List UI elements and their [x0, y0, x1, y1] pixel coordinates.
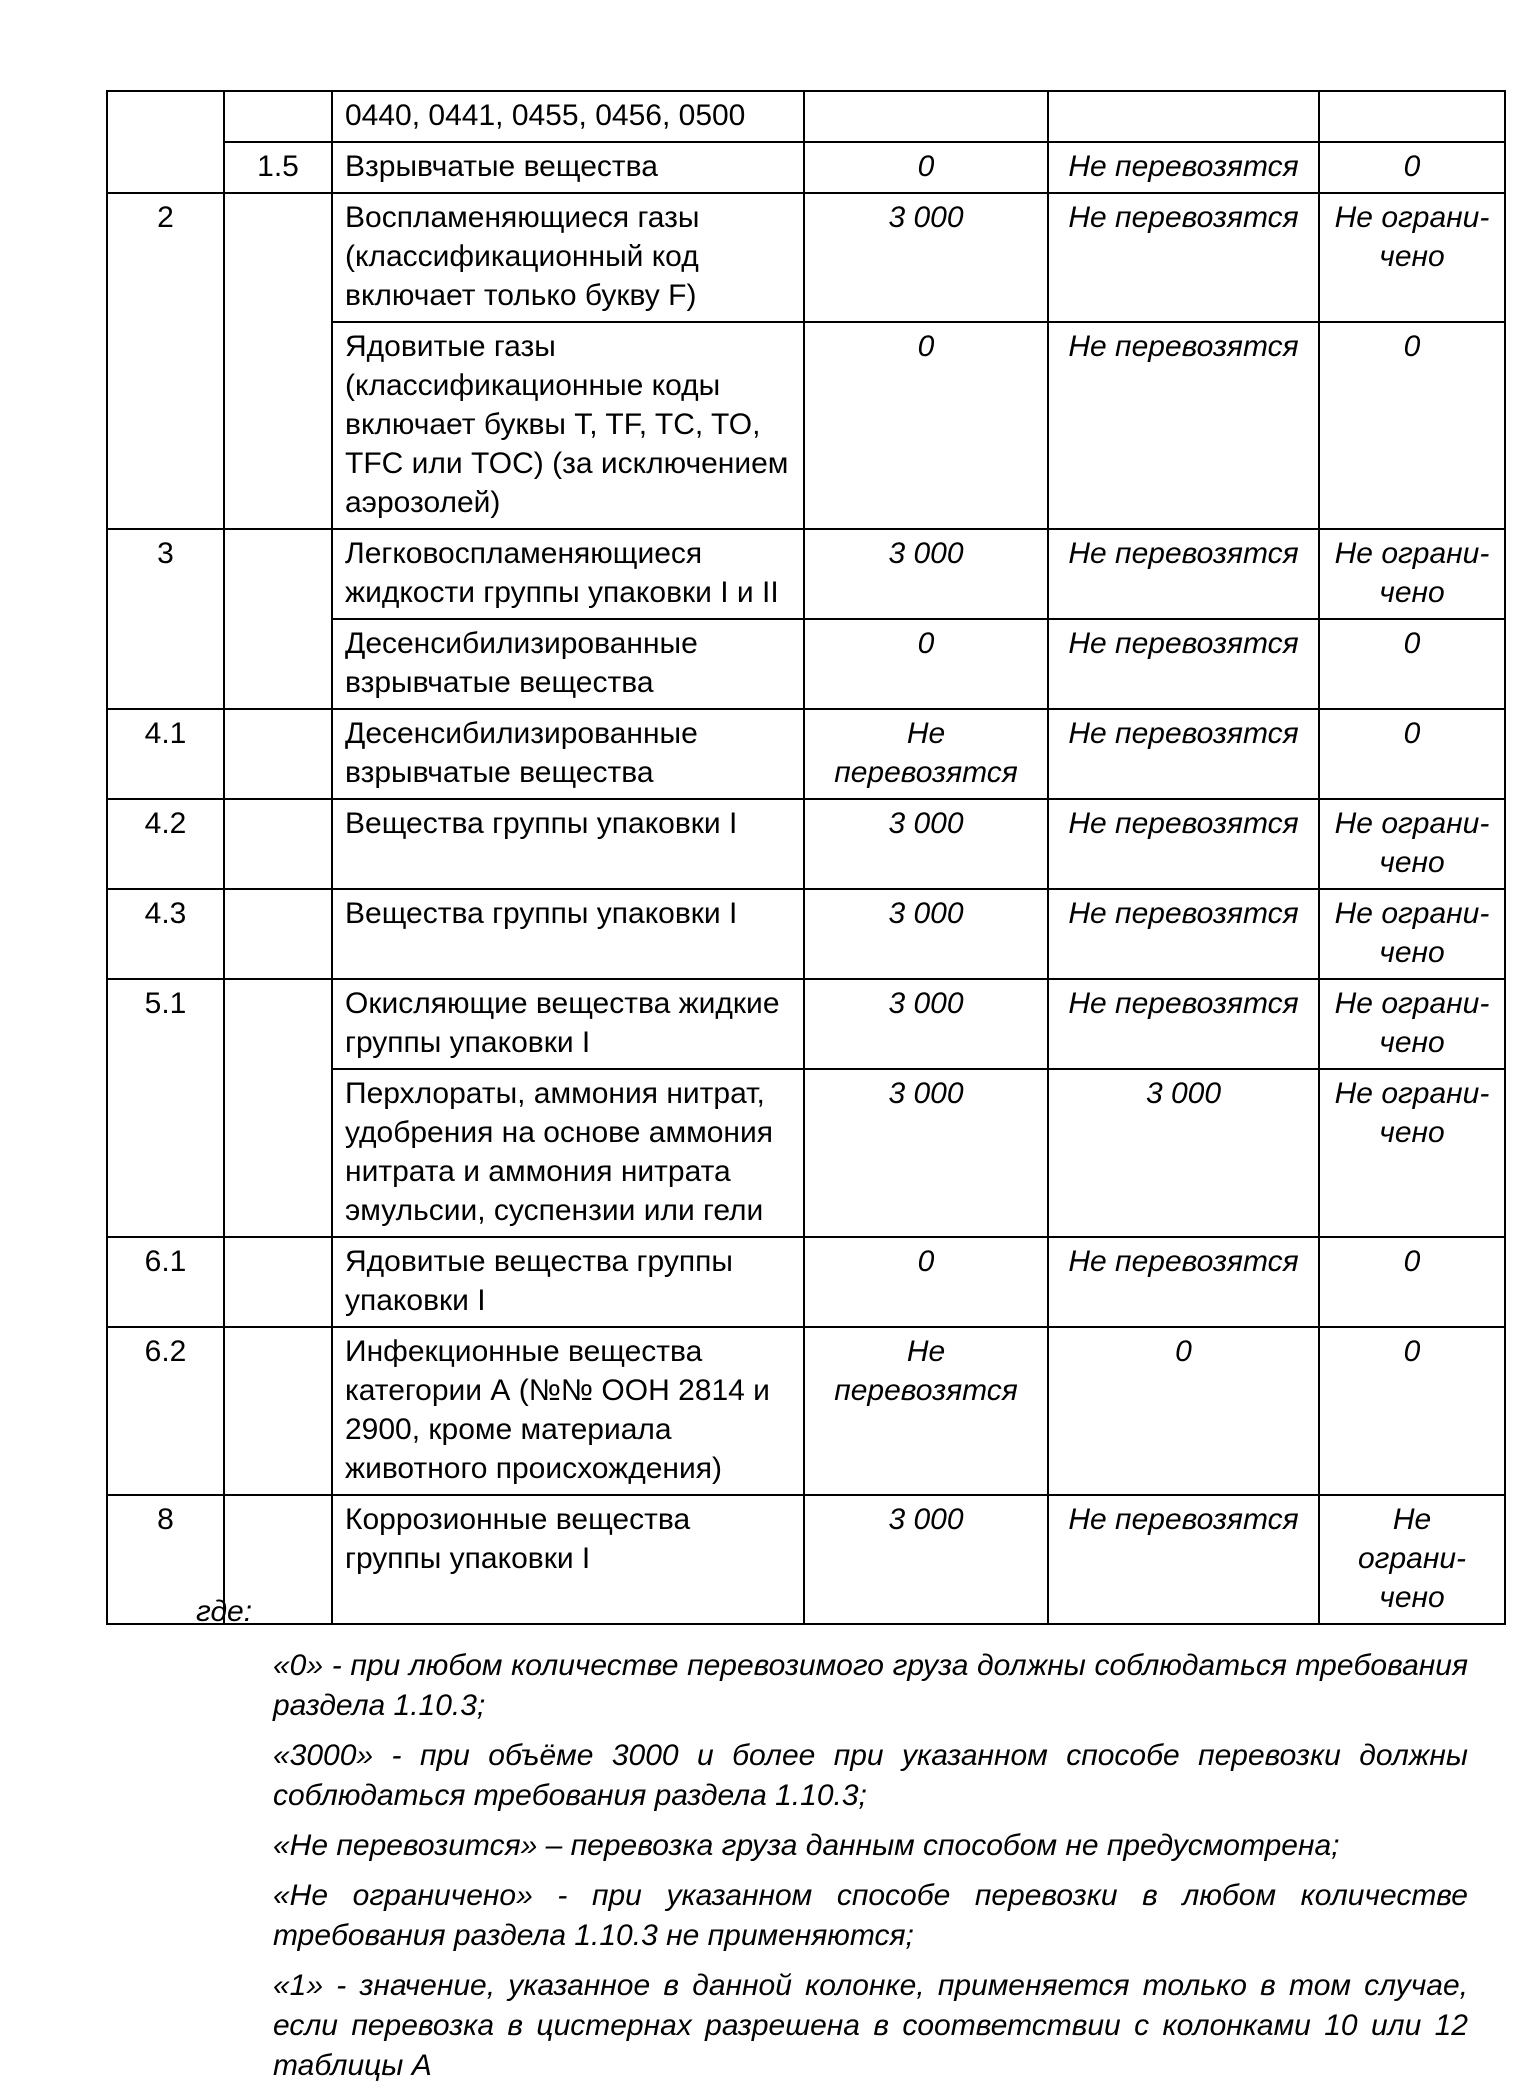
value-cell-1: 0 [804, 619, 1048, 709]
note-zero: «0» - при любом количестве перевозимого груза должны соблюдаться требования раздела 1.10.3; [273, 1649, 1468, 1722]
value-cell-3 [1319, 91, 1505, 142]
table-row [107, 142, 1505, 193]
class-cell: 4.3 [107, 889, 224, 979]
value-cell-3: 0 [1319, 709, 1505, 799]
note-3000: «3000» - при объёме 3000 и более при указанном способе перевозки должны соблюдаться требования раздела 1.10.3; [273, 1739, 1468, 1812]
subclass-cell [224, 979, 332, 1237]
value-cell-1: 3 000 [804, 529, 1048, 619]
description-cell: Окисляющие вещества жидкие группы упаковки I [332, 979, 804, 1069]
value-cell-2: Не перевозятся [1048, 889, 1319, 979]
subclass-cell [224, 193, 332, 529]
class-cell: 2 [107, 193, 224, 529]
value-cell-2: 3 000 [1048, 1069, 1319, 1237]
value-cell-1: 0 [804, 142, 1048, 193]
class-cell: 4.1 [107, 709, 224, 799]
description-cell: Вещества группы упаковки I [332, 799, 804, 889]
legend-notes [106, 1592, 1504, 2096]
description-cell: Воспламеняющиеся газы (классификационный код включает только букву F) [332, 193, 804, 322]
value-cell-2: Не перевозятся [1048, 709, 1319, 799]
value-cell-3: 0 [1319, 322, 1505, 529]
value-cell-2: Не перевозятся [1048, 979, 1319, 1069]
note-not-transported: «Не перевозится» – перевозка груза данным способом не предусмотрена; [273, 1829, 1340, 1862]
class-cell: 4.2 [107, 799, 224, 889]
value-cell-3: 0 [1319, 142, 1505, 193]
subclass-cell [224, 1237, 332, 1327]
value-cell-3: Не ограни- чено [1319, 979, 1505, 1069]
table-row [107, 1237, 1505, 1327]
subclass-cell [224, 91, 332, 142]
value-cell-2: Не перевозятся [1048, 1237, 1319, 1327]
class-cell [107, 91, 224, 193]
value-cell-2: 0 [1048, 1327, 1319, 1495]
table-row [107, 91, 1505, 142]
subclass-cell [224, 799, 332, 889]
subclass-cell [224, 529, 332, 709]
value-cell-2: Не перевозятся [1048, 1495, 1319, 1624]
description-cell: 0440, 0441, 0455, 0456, 0500 [332, 91, 804, 142]
value-cell-1: 3 000 [804, 889, 1048, 979]
class-cell: 5.1 [107, 979, 224, 1237]
description-cell: Легковоспламеняющиеся жидкости группы упаковки I и II [332, 529, 804, 619]
description-cell: Перхлораты, аммония нитрат, удобрения на основе аммония нитрата и аммония нитрата эмульсии, суспензии или гели [332, 1069, 804, 1237]
value-cell-3: 0 [1319, 619, 1505, 709]
value-cell-1: 3 000 [804, 193, 1048, 322]
dangerous-goods-table [106, 90, 1506, 1625]
value-cell-1: 3 000 [804, 1495, 1048, 1624]
value-cell-1: Не перевозятся [804, 1327, 1048, 1495]
description-cell: Коррозионные вещества группы упаковки I [332, 1495, 804, 1624]
description-cell: Ядовитые газы (классификационные коды включает буквы T, TF, TC, TO, TFC или TOC) (за исключением аэрозолей) [332, 322, 804, 529]
value-cell-1: 0 [804, 1237, 1048, 1327]
description-cell: Десенсибилизированные взрывчатые вещества [332, 709, 804, 799]
value-cell-2: Не перевозятся [1048, 799, 1319, 889]
value-cell-2: Не перевозятся [1048, 322, 1319, 529]
description-cell: Ядовитые вещества группы упаковки I [332, 1237, 804, 1327]
value-cell-3: Не ограни- чено [1319, 1495, 1505, 1624]
value-cell-2: Не перевозятся [1048, 193, 1319, 322]
table-row [107, 1327, 1505, 1495]
value-cell-2: Не перевозятся [1048, 529, 1319, 619]
table-row [107, 889, 1505, 979]
subclass-cell [224, 1327, 332, 1495]
class-cell: 8 [107, 1495, 224, 1624]
value-cell-1: 0 [804, 322, 1048, 529]
value-cell-1: 3 000 [804, 799, 1048, 889]
class-cell: 3 [107, 529, 224, 709]
subclass-cell [224, 889, 332, 979]
value-cell-1: 3 000 [804, 979, 1048, 1069]
class-cell: 6.1 [107, 1237, 224, 1327]
table-row [107, 979, 1505, 1069]
value-cell-3: Не ограни- чено [1319, 1069, 1505, 1237]
description-cell: Вещества группы упаковки I [332, 889, 804, 979]
value-cell-3: 0 [1319, 1237, 1505, 1327]
note-unlimited: «Не ограничено» - при указанном способе перевозки в любом количестве требования раздела 1.10.3 не применяются; [273, 1879, 1468, 1952]
description-cell: Десенсибилизированные взрывчатые вещества [332, 619, 804, 709]
value-cell-1 [804, 91, 1048, 142]
class-cell: 6.2 [107, 1327, 224, 1495]
value-cell-3: Не ограни- чено [1319, 529, 1505, 619]
table-row [107, 709, 1505, 799]
value-cell-2 [1048, 91, 1319, 142]
description-cell: Взрывчатые вещества [332, 142, 804, 193]
value-cell-1: 3 000 [804, 1069, 1048, 1237]
value-cell-3: Не ограни- чено [1319, 193, 1505, 322]
description-cell: Инфекционные вещества категории А (№№ ООН 2814 и 2900, кроме материала животного происхождения) [332, 1327, 804, 1495]
value-cell-2: Не перевозятся [1048, 619, 1319, 709]
table-row [107, 799, 1505, 889]
value-cell-1: Не перевозятся [804, 709, 1048, 799]
value-cell-3: Не ограни- чено [1319, 889, 1505, 979]
note-tank-footnote: «1» - значение, указанное в данной колонке, применяется только в том случае, если перевозка в цистернах разрешена в соответствии с колонками 10 или 12 таблицы А [273, 1969, 1468, 2082]
subclass-cell [224, 709, 332, 799]
subclass-cell: 1.5 [224, 142, 332, 193]
value-cell-2: Не перевозятся [1048, 142, 1319, 193]
value-cell-3: 0 [1319, 1327, 1505, 1495]
table-row [107, 193, 1505, 322]
value-cell-3: Не ограни- чено [1319, 799, 1505, 889]
table-row [107, 529, 1505, 619]
where-label: где: [196, 1595, 253, 1628]
